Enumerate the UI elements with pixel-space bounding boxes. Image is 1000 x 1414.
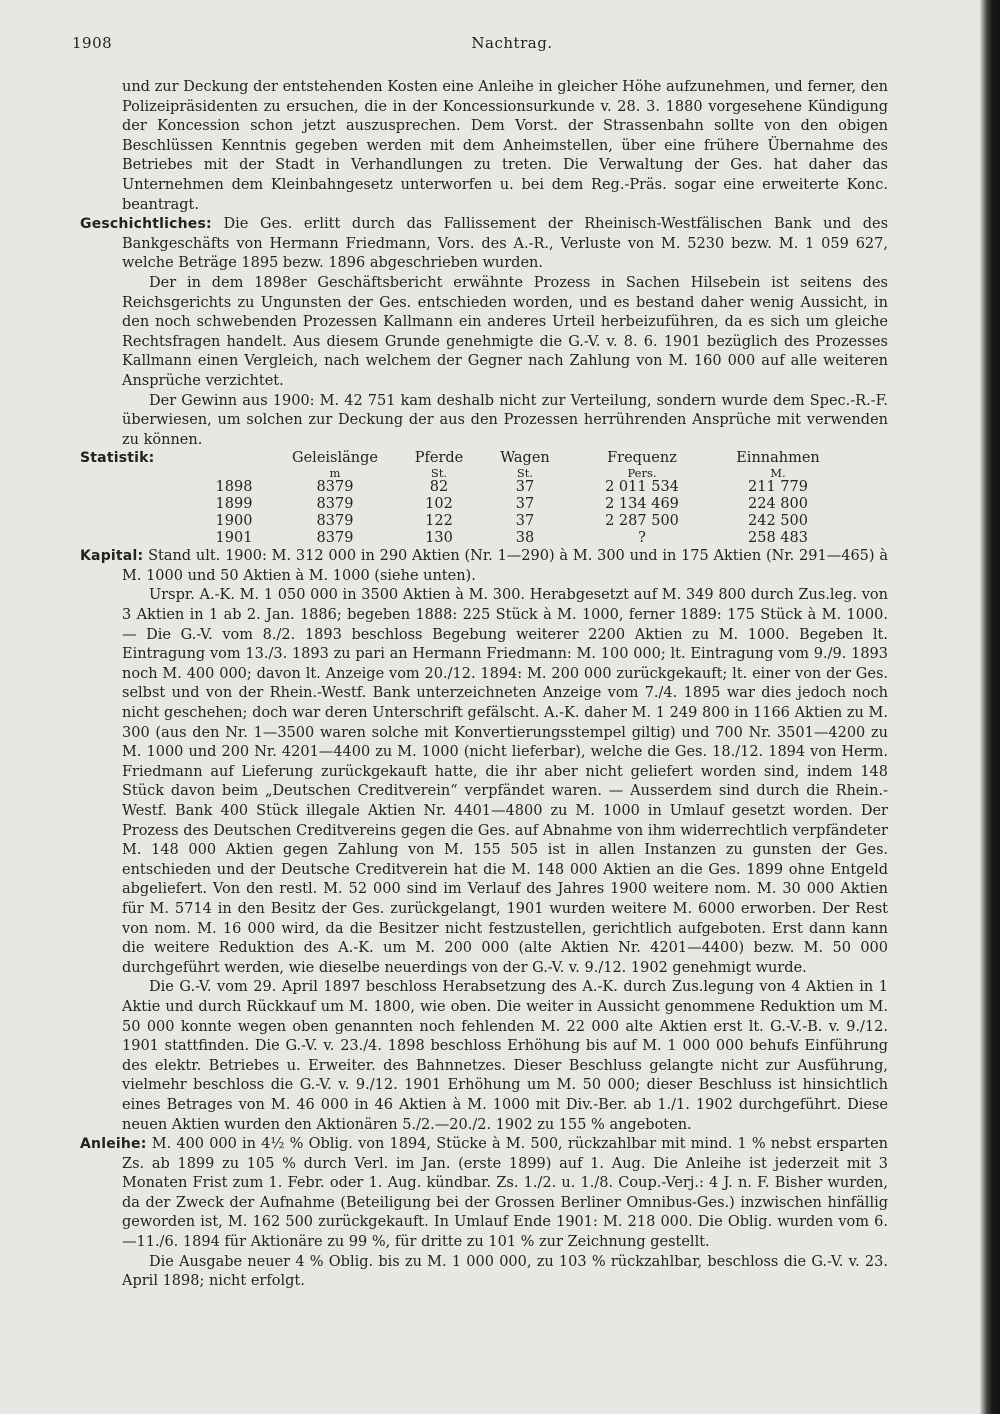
table-cell: 2 287 500 (605, 513, 679, 530)
table-cell: 1899 (215, 496, 253, 513)
table-cell: 224 800 (748, 496, 808, 513)
statistik-label: Statistik: (80, 450, 155, 467)
statistik-units-row (80, 467, 846, 479)
table-cell: 122 (425, 513, 453, 530)
table-cell: 258 483 (748, 530, 808, 547)
statistik-table (80, 450, 846, 547)
table-cell: 211 779 (748, 479, 808, 496)
column-header: Frequenz (607, 450, 677, 467)
column-unit: St. (516, 466, 534, 481)
table-cell: 38 (515, 530, 535, 547)
page-body (80, 78, 888, 1292)
table-cell: 8379 (316, 496, 354, 513)
anleihe-label: Anleihe: (80, 1136, 147, 1153)
column-header: Wagen (500, 450, 550, 467)
table-cell: 2 011 534 (605, 479, 679, 496)
page-number: 1908 (72, 34, 113, 52)
table-cell: 130 (425, 530, 453, 547)
table-cell: 82 (429, 479, 449, 496)
table-row (80, 530, 846, 547)
kapital-paragraph-2: Urspr. A.-K. M. 1 050 000 in 3500 Aktien à M. 300. Herabgesetzt auf M. 349 800 durch Zus.leg. von 3 Aktien in 1 ab 2. Jan. 1886; begeben 1888: 225 Stück à M. 1000, ferner 1889: 175 Stück à M. 1000. — Die G.-V. vom 8./2. 1893 beschloss Begebung weiterer 2200 Aktien zu M. 1000. Begeben lt. Eintragung vom 13./3. 1893 zu pari an Hermann Friedmann: M. 100 000; lt. Eintragung vom 9./9. 1893 noch M. 400 000; davon lt. Anzeige vom 20./12. 1894: M. 200 000 zurückgekauft; lt. einer von der Ges. selbst und von der Rhein.-Westf. Bank unterzeichneten Anzeige vom 7./4. 1895 war dies jedoch noch nicht geschehen; doch war deren Unterschrift gefälscht. A.-K. daher M. 1 249 800 in 1166 Aktien zu M. 300 (aus den Nr. 1—3500 waren solche mit Konvertierungsstempel giltig) und 700 Nr. 3501—4200 zu M. 1000 und 200 Nr. 4201—4400 zu M. 1000 (nicht lieferbar), welche die Ges. 18./12. 1894 von Herm. Friedmann auf Lieferung zurückgekauft hatte, die ihr aber nicht geliefert worden sind, indem 148 Stück davon beim „Deutschen Creditverein“ verpfändet waren. — Ausserdem sind durch die Rhein.-Westf. Bank 400 Stück illegale Aktien Nr. 4401—4800 zu M. 1000 in Umlauf gesetzt worden. Der Prozess des Deutschen Creditvereins gegen die Ges. auf Abnahme von ihm widerrechtlich verpfändeter M. 148 000 Aktien gegen Zahlung von M. 155 505 ist in allen Instanzen zu gunsten der Ges. entschieden und der Deutsche Creditverein hat die M. 148 000 Aktien an die Ges. 1899 ohne Entgeld abgeliefert. Von den restl. M. 52 000 sind im Verlauf des Jahres 1900 weitere nom. M. 30 000 Aktien für M. 5714 in den Besitz der Ges. zurückgelangt, 1901 wurden weitere M. 6000 erworben. Der Rest von nom. M. 16 000 wird, da die Besitzer nicht festzustellen, gerichtlich aufgeboten. Erst dann kann die weitere Reduktion des A.-K. um M. 200 000 (alte Aktien Nr. 4201—4400) bezw. M. 50 000 durchgeführt werden, wie dieselbe neuerdings von der G.-V. v. 9./12. 1902 genehmigt wurde. (122, 587, 888, 976)
table-cell: 8379 (316, 479, 354, 496)
table-cell: 1901 (215, 530, 253, 547)
table-cell: 8379 (316, 530, 354, 547)
intro-paragraph: und zur Deckung der entstehenden Kosten eine Anleihe in gleicher Höhe aufzunehmen, und ferner, den Polizeipräsidenten zu ersuchen, die in der Koncessionsurkunde v. 28. 3. 1880 vorgesehene Kündigung der Koncession schon jetzt auszusprechen. Dem Vorst. der Strassenbahn sollte von den obigen Beschlüssen Kenntnis gegeben werden mit dem Anheimstellen, über eine frühere Übernahme des Betriebes mit der Stadt in Verhandlungen zu treten. Die Verwaltung der Ges. hat daher das Unternehmen dem Kleinbahngesetz unterworfen u. bei dem Reg.-Präs. sogar eine erweiterte Konc. beantragt. (122, 79, 888, 213)
anleihe-paragraph-2: Die Ausgabe neuer 4 % Oblig. bis zu M. 1 000 000, zu 103 % rückzahlbar, beschloss die G.-V. v. 23. April 1898; nicht erfolgt. (122, 1253, 888, 1290)
geschichtliches-paragraph-3: Der Gewinn aus 1900: M. 42 751 kam deshalb nicht zur Verteilung, sondern wurde dem Spec.-R.-F. überwiesen, um solchen zur Deckung der aus den Prozessen herrührenden Ansprüche mit verwenden zu können. (122, 392, 888, 448)
table-row (80, 479, 846, 496)
table-row (80, 496, 846, 513)
column-header: Einnahmen (736, 450, 820, 467)
table-cell: 1898 (215, 479, 253, 496)
table-cell: 2 134 469 (605, 496, 679, 513)
column-header: Geleislänge (292, 450, 378, 467)
page-edge-shadow (980, 0, 1000, 1414)
table-cell: 37 (515, 496, 535, 513)
table-cell: 37 (515, 513, 535, 530)
kapital-label: Kapital: (80, 548, 144, 565)
geschichtliches-paragraph-2: Der in dem 1898er Geschäftsbericht erwähnte Prozess in Sachen Hilsebein ist seitens des Reichsgerichts zu Ungunsten der Ges. entschieden worden, und es bestand daher wenig Aussicht, in den noch schwebenden Prozessen Kallmann ein anderes Urteil herbeizuführen, da es sich um gleiche Rechtsfragen handelt. Aus diesem Grunde genehmigte die G.-V. v. 8. 6. 1901 bezüglich des Prozesses Kallmann einen Vergleich, nach welchem der Gegner nach Zahlung von M. 160 000 auf alle weiteren Ansprüche verzichtet. (122, 274, 888, 389)
kapital-paragraph-3: Die G.-V. vom 29. April 1897 beschloss Herabsetzung des A.-K. durch Zus.legung von 4 Aktien in 1 Aktie und durch Rückkauf um M. 1800, wie oben. Die weiter in Aussicht genommene Reduktion um M. 50 000 konnte wegen oben genannten noch fehlenden M. 22 000 alte Aktien erst lt. G.-V.-B. v. 9./12. 1901 stattfinden. Die G.-V. v. 23./4. 1898 beschloss Erhöhung bis auf M. 1 000 000 behufs Einführung des elektr. Betriebes u. Erweiter. des Bahnnetzes. Dieser Beschluss gelangte nicht zur Ausführung, vielmehr beschloss die G.-V. v. 9./12. 1901 Erhöhung um M. 50 000; dieser Beschluss ist hinsichtlich eines Betrages von M. 46 000 in 46 Aktien à M. 1000 mit Div.-Ber. ab 1./1. 1902 durchgeführt. Diese neuen Aktien wurden den Aktionären 5./2.—20./2. 1902 zu 155 % angeboten. (122, 979, 888, 1133)
statistik-header-row (80, 450, 846, 467)
column-unit: Pers. (627, 466, 657, 481)
geschichtliches-label: Geschichtliches: (80, 216, 212, 233)
page-title: Nachtrag. (471, 34, 553, 52)
kapital-text-1: Stand ult. 1900: M. 312 000 in 290 Aktien (Nr. 1—290) à M. 300 und in 175 Aktien (Nr. 291—465) à M. 1000 und 50 Aktien à M. 1000 (siehe unten). (122, 548, 888, 584)
table-cell: 242 500 (748, 513, 808, 530)
kapital-paragraph-1 (80, 547, 888, 586)
column-header: Pferde (414, 450, 464, 467)
column-unit: M. (770, 466, 786, 481)
table-cell: 8379 (316, 513, 354, 530)
table-cell: 37 (515, 479, 535, 496)
geschichtliches-text-1: Die Ges. erlitt durch das Fallissement der Rheinisch-Westfälischen Bank und des Bankgeschäfts von Hermann Friedmann, Vors. des A.-R., Verluste von M. 5230 bezw. M. 1 059 627, welche Beträge 1895 bezw. 1896 abgeschrieben wurden. (122, 216, 889, 272)
column-unit: St. (430, 466, 448, 481)
page-header (72, 34, 952, 58)
geschichtliches-paragraph-1 (80, 215, 888, 274)
table-row (80, 513, 846, 530)
table-cell: 102 (425, 496, 453, 513)
table-cell: ? (638, 530, 646, 547)
anleihe-text-1: M. 400 000 in 4½ % Oblig. von 1894, Stücke à M. 500, rückzahlbar mit mind. 1 % nebst ersparten Zs. ab 1899 zu 105 % durch Verl. im Jan. (erste 1899) auf 1. Aug. Die Anleihe ist jederzeit mit 3 Monaten Frist zum 1. Febr. oder 1. Aug. kündbar. Zs. 1./2. u. 1./8. Coup.-Verj.: 4 J. n. F. Bisher wurden, da der Zweck der Aufnahme (Beteiligung bei der Grossen Berliner Omnibus-Ges.) inzwischen hinfällig geworden ist, M. 162 500 zurückgekauft. In Umlauf Ende 1901: M. 218 000. Die Oblig. wurden vom 6.—11./6. 1894 für Aktionäre zu 99 %, für dritte zu 101 % zur Zeichnung gestellt. (122, 1136, 888, 1251)
table-cell: 1900 (215, 513, 253, 530)
anleihe-paragraph-1 (80, 1135, 888, 1253)
column-unit: m (329, 466, 341, 481)
